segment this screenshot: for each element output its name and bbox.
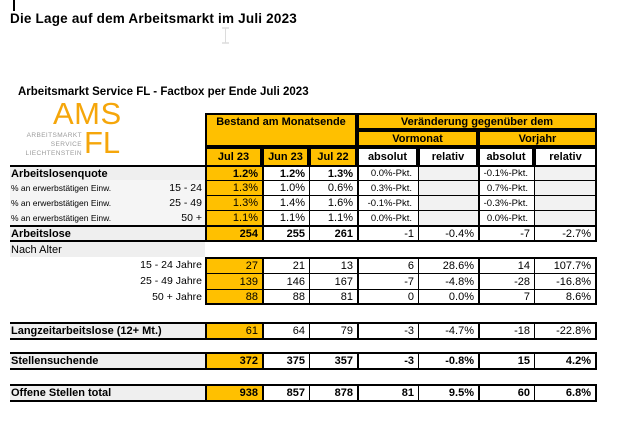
cell-jul22: 1.3%: [309, 165, 357, 180]
cell-vorjahr-relativ: 107.7%: [534, 257, 597, 273]
cell-vormonat-absolut: 0.0%-Pkt.: [357, 165, 418, 180]
cell-vormonat-relativ: -0.8%: [418, 352, 478, 370]
cell-vorjahr-absolut: 14: [478, 257, 534, 273]
table-row-offene-stellen: [10, 384, 597, 402]
cell-jun23: 1.4%: [262, 195, 309, 210]
cell-vormonat-relativ: 9.5%: [418, 384, 478, 402]
text-cursor-mark: [13, 0, 15, 11]
col-header-vormonat-relativ: relativ: [418, 147, 478, 165]
fl-logo-text: FL: [84, 125, 121, 160]
row-label: Stellensuchende: [10, 352, 205, 370]
header-veraenderung: Veränderung gegenüber dem: [357, 113, 597, 130]
col-header-jul23: Jul 23: [205, 147, 262, 165]
table-row-50plus-jahre: [10, 289, 597, 305]
table-row-stellensuchende: [10, 352, 597, 370]
cell-vormonat-absolut: -3: [357, 352, 418, 370]
row-label: Offene Stellen total: [10, 384, 205, 402]
cell-vormonat-absolut: -0.1%-Pkt.: [357, 195, 418, 210]
table-header: [205, 113, 597, 165]
row-label: [10, 180, 205, 195]
cell-jul22: 357: [309, 352, 357, 370]
ibeam-cursor-icon: [221, 27, 230, 49]
cell-vormonat-absolut: 0.3%-Pkt.: [357, 180, 418, 195]
row-label-text: % an erwerbstätigen Einw.: [11, 212, 112, 223]
row-label: Arbeitslose: [10, 225, 205, 242]
cell-jun23: 21: [262, 257, 309, 273]
cell-vorjahr-relativ: 6.8%: [534, 384, 597, 402]
cell-vormonat-relativ: -0.4%: [418, 225, 478, 242]
cell-jul22: 13: [309, 257, 357, 273]
cell-jun23: 857: [262, 384, 309, 402]
cell-jun23: 88: [262, 289, 309, 305]
cell-vorjahr-relativ: [534, 165, 597, 180]
cell-vorjahr-relativ: 8.6%: [534, 289, 597, 305]
logo-org-line2: SERVICE: [50, 141, 82, 148]
cell-jul22: 79: [309, 322, 357, 340]
cell-vorjahr-absolut: 0.7%-Pkt.: [478, 180, 534, 195]
logo-org-line3: LIECHTENSTEIN: [25, 150, 82, 157]
ams-logo-text: AMS: [53, 96, 122, 131]
cell-jun23: 64: [262, 322, 309, 340]
cell-vormonat-relativ: 0.0%: [418, 289, 478, 305]
cell-jun23: 375: [262, 352, 309, 370]
cell-vorjahr-relativ: [534, 180, 597, 195]
col-header-jun23: Jun 23: [262, 147, 309, 165]
cell-vorjahr-absolut: 0.0%-Pkt.: [478, 210, 534, 225]
table-row-arbeitslosenquote: [10, 165, 597, 180]
table-row-quote-15-24: [10, 180, 597, 195]
row-label: [10, 195, 205, 210]
cell-vormonat-absolut: -1: [357, 225, 418, 242]
cell-jul23: 27: [205, 257, 262, 273]
row-label: 50 + Jahre: [10, 289, 205, 305]
cell-vorjahr-relativ: 4.2%: [534, 352, 597, 370]
cell-vorjahr-relativ: -16.8%: [534, 273, 597, 289]
cell-vorjahr-relativ: -2.7%: [534, 225, 597, 242]
table-row-quote-25-49: [10, 195, 597, 210]
cell-vormonat-relativ: [418, 180, 478, 195]
row-label: Nach Alter: [10, 242, 205, 257]
cell-vormonat-absolut: 81: [357, 384, 418, 402]
cell-vormonat-relativ: -4.7%: [418, 322, 478, 340]
cell-jun23: 1.1%: [262, 210, 309, 225]
cell-jul23: 254: [205, 225, 262, 242]
cell-vormonat-relativ: [418, 165, 478, 180]
logo-org-line1: ARBEITSMARKT: [26, 132, 82, 139]
row-label-range: 15 - 24: [169, 181, 202, 194]
header-vormonat: Vormonat: [357, 130, 478, 147]
cell-jul23: 1.3%: [205, 180, 262, 195]
table-row-25-49-jahre: [10, 273, 597, 289]
cell-vorjahr-absolut: -28: [478, 273, 534, 289]
cell-jul23: 1.3%: [205, 195, 262, 210]
row-label-range: 50 +: [181, 211, 202, 224]
cell-jun23: 1.0%: [262, 180, 309, 195]
cell-jun23: 146: [262, 273, 309, 289]
cell-vorjahr-absolut: 7: [478, 289, 534, 305]
cell-vorjahr-relativ: -22.8%: [534, 322, 597, 340]
cell-jul23: 1.1%: [205, 210, 262, 225]
cell-jun23: 1.2%: [262, 165, 309, 180]
row-label: [10, 210, 205, 225]
cell-vormonat-relativ: 28.6%: [418, 257, 478, 273]
cell-vormonat-relativ: -4.8%: [418, 273, 478, 289]
cell-jul22: 1.6%: [309, 195, 357, 210]
table-row-langzeitarbeitslose: [10, 322, 597, 340]
cell-vorjahr-absolut: -7: [478, 225, 534, 242]
cell-jul22: 81: [309, 289, 357, 305]
cell-jul23: 88: [205, 289, 262, 305]
row-label-range: 25 - 49: [169, 196, 202, 209]
cell-jul22: 0.6%: [309, 180, 357, 195]
cell-jul22: 261: [309, 225, 357, 242]
cell-vormonat-absolut: 0.0%-Pkt.: [357, 210, 418, 225]
row-label-text: % an erwerbstätigen Einw.: [11, 197, 112, 208]
page-title: Die Lage auf dem Arbeitsmarkt im Juli 2023: [10, 11, 298, 26]
table-row-arbeitslose: [10, 225, 597, 242]
row-label: 25 - 49 Jahre: [10, 273, 205, 289]
factbox-title: Arbeitsmarkt Service FL - Factbox per Ende Juli 2023: [18, 86, 309, 98]
cell-vorjahr-absolut: 60: [478, 384, 534, 402]
row-label-text: % an erwerbstätigen Einw.: [11, 182, 112, 193]
row-label: 15 - 24 Jahre: [10, 257, 205, 273]
cell-vormonat-relativ: [418, 195, 478, 210]
cell-jul22: 878: [309, 384, 357, 402]
table-row-15-24-jahre: [10, 257, 597, 273]
cell-vormonat-absolut: -7: [357, 273, 418, 289]
cell-vorjahr-absolut: 15: [478, 352, 534, 370]
cell-vormonat-relativ: [418, 210, 478, 225]
col-header-vorjahr-relativ: relativ: [534, 147, 597, 165]
cell-jun23: 255: [262, 225, 309, 242]
cell-vorjahr-relativ: [534, 210, 597, 225]
table-row-nach-alter: [10, 242, 597, 257]
table-row-quote-50plus: [10, 210, 597, 225]
cell-jul23: 1.2%: [205, 165, 262, 180]
row-label: Langzeitarbeitslose (12+ Mt.): [10, 322, 205, 340]
cell-vormonat-absolut: 6: [357, 257, 418, 273]
cell-jul22: 167: [309, 273, 357, 289]
row-label: Arbeitslosenquote: [10, 165, 205, 180]
cell-vormonat-absolut: -3: [357, 322, 418, 340]
header-vorjahr: Vorjahr: [478, 130, 597, 147]
cell-jul23: 372: [205, 352, 262, 370]
cell-jul22: 1.1%: [309, 210, 357, 225]
cell-jul23: 139: [205, 273, 262, 289]
cell-jul23: 938: [205, 384, 262, 402]
cell-vorjahr-absolut: -0.1%-Pkt.: [478, 165, 534, 180]
cell-vorjahr-absolut: -18: [478, 322, 534, 340]
cell-vormonat-absolut: 0: [357, 289, 418, 305]
cell-jul23: 61: [205, 322, 262, 340]
cell-vorjahr-absolut: -0.3%-Pkt.: [478, 195, 534, 210]
cell-vorjahr-relativ: [534, 195, 597, 210]
col-header-jul22: Jul 22: [309, 147, 357, 165]
col-header-vorjahr-absolut: absolut: [478, 147, 534, 165]
factbox-table: [10, 113, 597, 402]
header-bestand: Bestand am Monatsende: [205, 113, 357, 147]
col-header-vormonat-absolut: absolut: [357, 147, 418, 165]
